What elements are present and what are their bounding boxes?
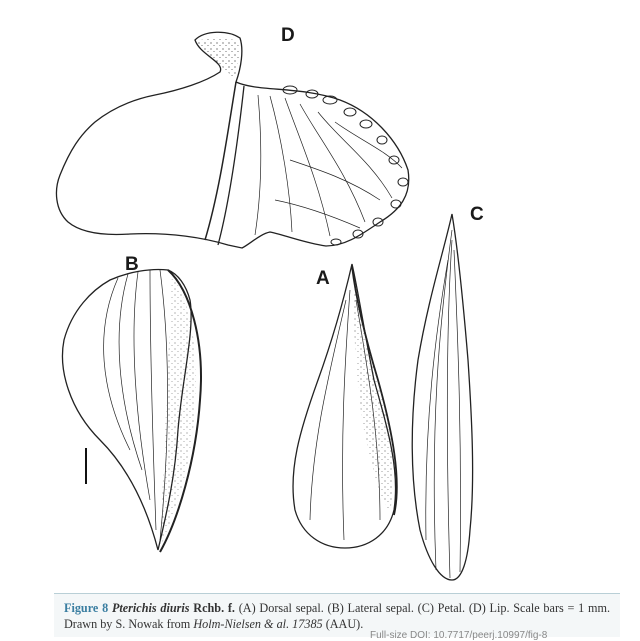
specimen-reference: Holm-Nielsen & al. 17385 (193, 617, 323, 631)
figure-label: Figure 8 (64, 601, 109, 615)
lateral-sepal-drawing (63, 269, 201, 552)
panel-label-d: D (281, 25, 295, 46)
species-authority: Rchb. f. (193, 601, 235, 615)
doi-footer[interactable]: Full-size DOI: 10.7717/peerj.10997/fig-8 (370, 630, 548, 641)
lip-drawing (56, 32, 408, 248)
species-name: Pterichis diuris (111, 601, 190, 615)
petal-drawing (412, 214, 472, 580)
dorsal-sepal-drawing (293, 264, 397, 548)
panel-label-c: C (470, 204, 484, 225)
panel-label-a: A (316, 268, 330, 289)
caption-parts: (A) Dorsal sepal. (B) Lateral sepal. (C) Petal. (D) Lip. Scale bars = 1 mm. Drawn by S. Nowak from (64, 601, 611, 631)
herbarium-code: (AAU). (325, 617, 364, 631)
panel-label-b: B (125, 254, 139, 275)
